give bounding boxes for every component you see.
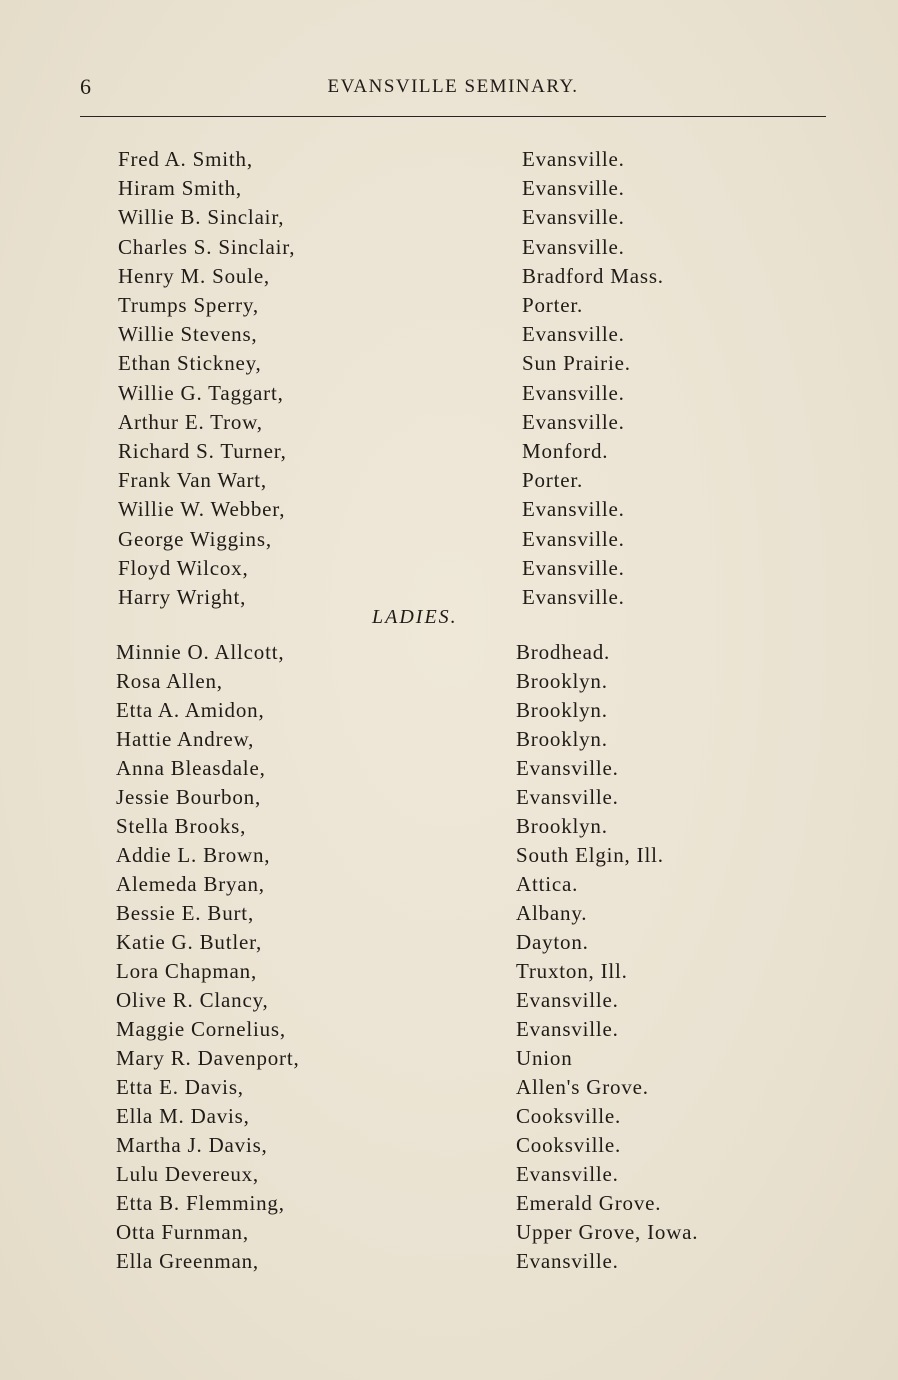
student-residence: Evansville. xyxy=(522,585,625,609)
student-name: Ella M. Davis, xyxy=(116,1104,250,1128)
student-name: George Wiggins, xyxy=(118,526,272,551)
student-name: Ethan Stickney, xyxy=(118,351,262,376)
student-residence: Evansville. xyxy=(522,409,625,434)
student-row xyxy=(0,1218,898,1247)
student-name: Frank Van Wart, xyxy=(118,468,267,493)
student-row xyxy=(0,957,898,986)
student-row xyxy=(0,725,898,754)
student-name: Fred A. Smith, xyxy=(118,147,253,171)
student-name: Martha J. Davis, xyxy=(116,1133,268,1157)
header-rule xyxy=(80,116,826,117)
student-name: Harry Wright, xyxy=(118,585,247,609)
student-row xyxy=(0,554,898,583)
student-name: Hattie Andrew, xyxy=(116,727,255,751)
student-row xyxy=(0,812,898,841)
student-name: Olive R. Clancy, xyxy=(116,988,269,1012)
student-residence: Evansville. xyxy=(522,205,625,230)
student-residence: Evansville. xyxy=(522,234,625,259)
student-row xyxy=(0,408,898,437)
student-residence: Truxton, Ill. xyxy=(516,959,628,983)
student-row xyxy=(0,233,898,262)
student-name: Arthur E. Trow, xyxy=(118,409,263,434)
student-name: Richard S. Turner, xyxy=(118,439,287,463)
student-residence: Monford. xyxy=(522,439,609,463)
student-name: Hiram Smith, xyxy=(118,176,242,201)
student-name: Willie W. Webber, xyxy=(118,497,286,522)
student-name: Ella Greenman, xyxy=(116,1249,259,1273)
student-row xyxy=(0,783,898,812)
student-residence: Brooklyn. xyxy=(516,727,608,751)
student-name: Henry M. Soule, xyxy=(118,263,270,288)
student-residence: Porter. xyxy=(522,293,584,317)
student-name: Addie L. Brown, xyxy=(116,843,271,867)
student-row xyxy=(0,696,898,725)
student-name: Bessie E. Burt, xyxy=(116,901,254,925)
student-residence: Brooklyn. xyxy=(516,669,608,693)
student-row xyxy=(0,928,898,957)
student-name: Willie B. Sinclair, xyxy=(118,205,285,230)
student-residence: Union xyxy=(516,1046,573,1070)
student-row xyxy=(0,1189,898,1218)
student-residence: Cooksville. xyxy=(516,1133,622,1157)
running-title: EVANSVILLE SEMINARY. xyxy=(327,76,579,97)
ladies-heading: LADIES. xyxy=(372,606,458,628)
student-row xyxy=(0,349,898,378)
student-name: Jessie Bourbon, xyxy=(116,785,261,809)
student-row xyxy=(0,320,898,349)
student-residence: Evansville. xyxy=(516,1162,619,1186)
student-name: Mary R. Davenport, xyxy=(116,1046,300,1070)
student-residence: Cooksville. xyxy=(516,1104,622,1128)
student-row xyxy=(0,667,898,696)
student-name: Floyd Wilcox, xyxy=(118,555,249,580)
student-residence: Brodhead. xyxy=(516,640,611,664)
student-residence: Dayton. xyxy=(516,930,589,954)
student-name: Etta E. Davis, xyxy=(116,1075,244,1099)
student-row xyxy=(0,174,898,203)
student-name: Katie G. Butler, xyxy=(116,930,263,954)
student-name: Rosa Allen, xyxy=(116,669,223,693)
student-residence: Evansville. xyxy=(522,322,625,347)
student-row xyxy=(0,899,898,928)
student-residence: Evansville. xyxy=(522,380,625,405)
student-residence: Evansville. xyxy=(522,555,625,580)
student-residence: Emerald Grove. xyxy=(516,1191,662,1215)
student-residence: Allen's Grove. xyxy=(516,1075,649,1099)
student-residence: Porter. xyxy=(522,468,584,493)
student-row xyxy=(0,1102,898,1131)
student-name: Charles S. Sinclair, xyxy=(118,234,296,259)
student-name: Willie Stevens, xyxy=(118,322,258,347)
student-residence: Albany. xyxy=(516,901,588,925)
student-row xyxy=(0,870,898,899)
student-name: Etta B. Flemming, xyxy=(116,1191,285,1215)
student-residence: South Elgin, Ill. xyxy=(516,843,664,867)
student-row xyxy=(0,525,898,554)
student-residence: Evansville. xyxy=(522,147,625,171)
student-residence: Evansville. xyxy=(516,785,619,809)
student-residence: Attica. xyxy=(516,872,579,896)
student-row xyxy=(0,1247,898,1276)
student-row xyxy=(0,1160,898,1189)
student-row xyxy=(0,437,898,466)
page-header xyxy=(80,74,826,104)
student-row xyxy=(0,841,898,870)
student-row xyxy=(0,1131,898,1160)
student-name: Alemeda Bryan, xyxy=(116,872,265,896)
student-row xyxy=(0,291,898,320)
student-residence: Evansville. xyxy=(522,176,625,201)
student-row xyxy=(0,1044,898,1073)
student-row xyxy=(0,262,898,291)
student-row xyxy=(0,145,898,174)
student-name: Etta A. Amidon, xyxy=(116,698,265,722)
student-name: Anna Bleasdale, xyxy=(116,756,266,780)
student-name: Stella Brooks, xyxy=(116,814,247,838)
student-name: Lulu Devereux, xyxy=(116,1162,259,1186)
student-row xyxy=(0,1073,898,1102)
student-row xyxy=(0,466,898,495)
student-row xyxy=(0,495,898,524)
student-row xyxy=(0,754,898,783)
student-name: Lora Chapman, xyxy=(116,959,258,983)
student-residence: Bradford Mass. xyxy=(522,263,664,288)
student-residence: Sun Prairie. xyxy=(522,351,631,376)
student-residence: Evansville. xyxy=(516,1249,619,1273)
student-residence: Upper Grove, Iowa. xyxy=(516,1220,699,1244)
student-residence: Brooklyn. xyxy=(516,698,608,722)
student-residence: Evansville. xyxy=(516,756,619,780)
student-residence: Evansville. xyxy=(516,1017,619,1041)
student-name: Otta Furnman, xyxy=(116,1220,249,1244)
student-name: Trumps Sperry, xyxy=(118,293,259,317)
student-row xyxy=(0,1015,898,1044)
student-residence: Evansville. xyxy=(516,988,619,1012)
student-name: Willie G. Taggart, xyxy=(118,380,284,405)
page-number: 6 xyxy=(80,74,91,99)
student-row xyxy=(0,379,898,408)
student-residence: Evansville. xyxy=(522,497,625,522)
student-row xyxy=(0,203,898,232)
student-row xyxy=(0,986,898,1015)
student-name: Maggie Cornelius, xyxy=(116,1017,286,1041)
student-residence: Evansville. xyxy=(522,526,625,551)
student-name: Minnie O. Allcott, xyxy=(116,640,285,664)
student-row xyxy=(0,638,898,667)
student-residence: Brooklyn. xyxy=(516,814,608,838)
